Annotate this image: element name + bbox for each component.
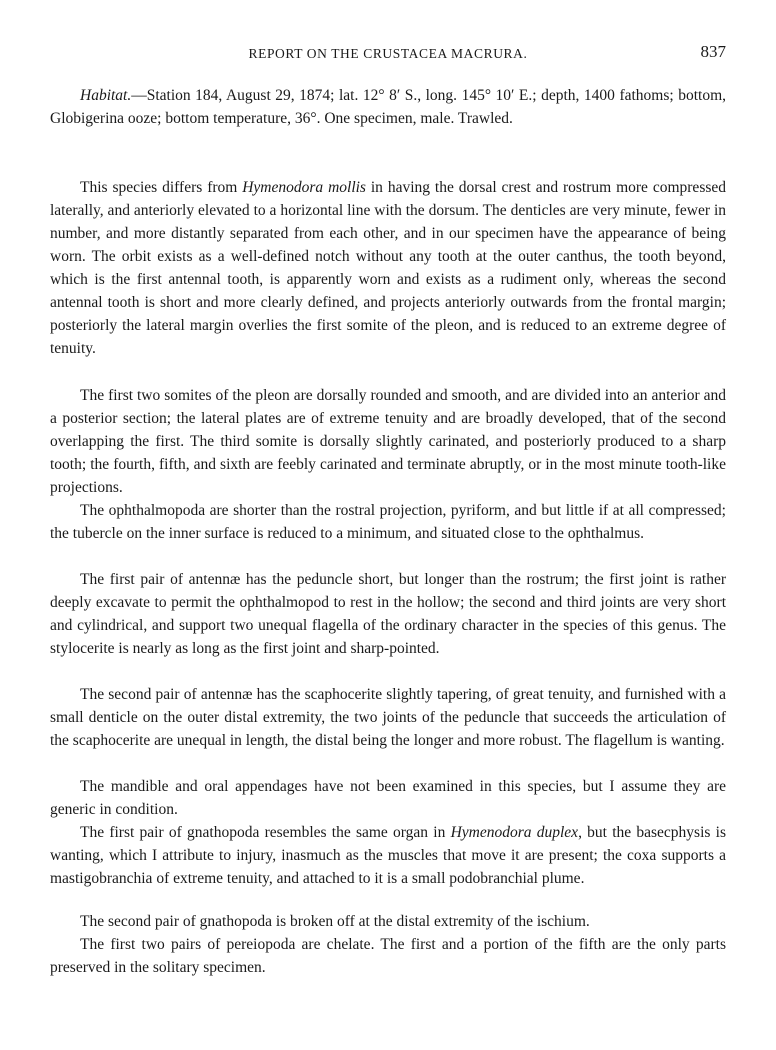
species-name: Hymenodora mollis — [242, 179, 366, 196]
running-header — [50, 42, 726, 66]
species-name: Hymenodora duplex — [450, 824, 579, 841]
habitat-paragraph — [50, 84, 726, 130]
text-run: , but the basecphysis is wanting, which I attribute to injury, inasmuch as the muscles that move it are present; the coxa supports a mastigobranchia of extreme tenuity, and attached to it is a small podobranchial plume. — [50, 824, 726, 887]
habitat-label: Habitat. — [80, 87, 132, 104]
paragraph-species-comparison — [50, 176, 726, 360]
paragraph-ophthalmopoda: The ophthalmopoda are shorter than the rostral projection, pyriform, and but little if at all compressed; the tubercle on the inner surface is reduced to a minimum, and situated close to the ophthalmus. — [50, 502, 726, 542]
running-title: REPORT ON THE CRUSTACEA MACRURA. — [248, 46, 528, 61]
paragraph-first-antennae: The first pair of antennæ has the peduncle short, but longer than the rostrum; the first joint is rather deeply excavate to permit the ophthalmopod to rest in the hollow; the second and third joints are very short and cylindrical, and support two unequal flagella of the ordinary character in the species of this genus. The stylocerite is nearly as long as the first joint and sharp-pointed. — [50, 571, 726, 657]
paragraph-second-gnathopoda: The second pair of gnathopoda is broken off at the distal extremity of the ischium. — [80, 913, 590, 930]
paragraph-pereiopoda: The first two pairs of pereiopoda are chelate. The first and a portion of the fifth are the only parts preserved in the solitary specimen. — [50, 936, 726, 976]
text-run: The first pair of gnathopoda resembles the same organ in — [80, 824, 451, 841]
text-run: in having the dorsal crest and rostrum more compressed laterally, and anteriorly elevated to a horizontal line with the dorsum. The denticles are very minute, fewer in number, and more distantly separated from each other, and in our specimen have the appearance of being worn. The orbit exists as a well-defined notch without any tooth at the outer canthus, the tooth beyond, which is the first antennal tooth, is apparently worn and exists as a rudiment only, whereas the second antennal tooth is short and more clearly defined, and projects anteriorly outwards from the frontal margin; posteriorly the lateral margin overlies the first somite of the pleon, and is reduced to an extreme degree of tenuity. — [50, 179, 727, 357]
text-run: This species differs from — [80, 179, 243, 196]
page-number: 837 — [700, 42, 726, 61]
paragraph-second-antennae: The second pair of antennæ has the scaphocerite slightly tapering, of great tenuity, and furnished with a small denticle on the outer distal extremity, the two joints of the peduncle that succeeds the articulation of the scaphocerite are unequal in length, the distal being the longer and more robust. The flagellum is wanting. — [50, 686, 726, 749]
paragraph-mandible: The mandible and oral appendages have not been examined in this species, but I assume they are generic in condition. — [50, 778, 726, 818]
paragraph-first-gnathopoda — [50, 821, 726, 890]
habitat-text: —Station 184, August 29, 1874; lat. 12° 8′ S., long. 145° 10′ E.; depth, 1400 fathoms; bottom, Globigerina ooze; bottom temperature, 36°. One specimen, male. Trawled. — [50, 87, 726, 127]
paragraph-pleon-somites: The first two somites of the pleon are dorsally rounded and smooth, and are divided into an anterior and a posterior section; the lateral plates are of extreme tenuity and are broadly developed, that of the second overlapping the first. The third somite is dorsally slightly carinated, and posteriorly produced to a sharp tooth; the fourth, fifth, and sixth are feebly carinated and terminate abruptly, or in the most minute tooth-like projections. — [50, 387, 726, 496]
